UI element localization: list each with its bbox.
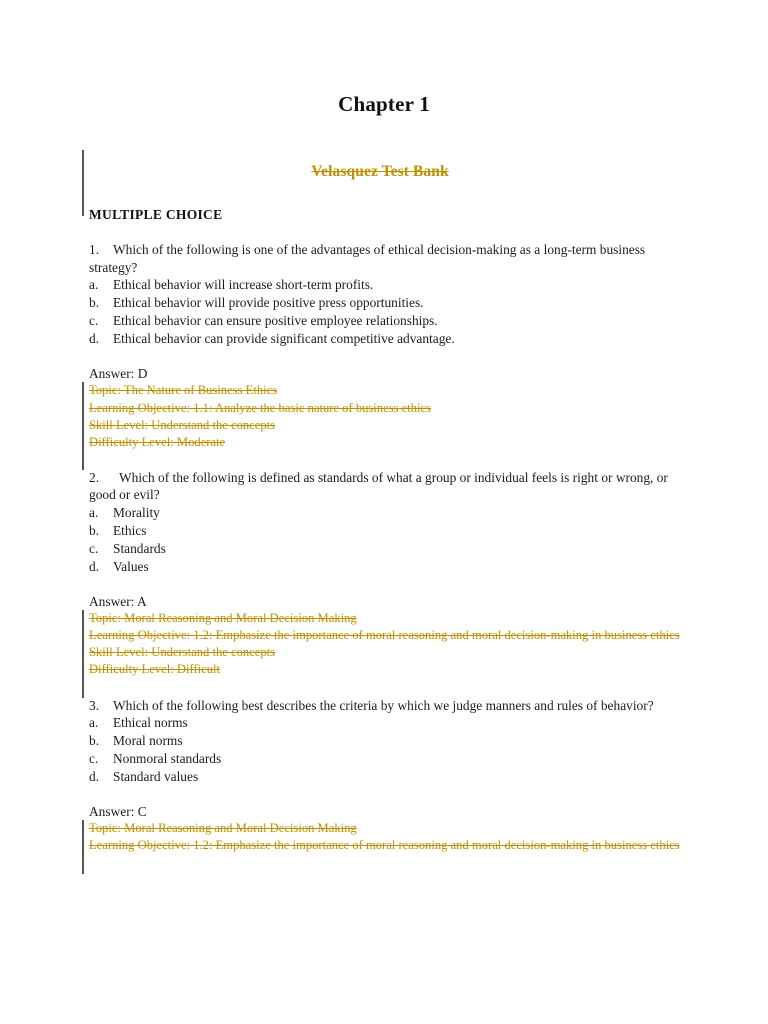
metadata-skill-level: Skill Level: Understand the concepts (89, 417, 276, 432)
change-bar-metadata-2 (82, 610, 84, 698)
choice-letter: a. (89, 277, 99, 293)
choice-text: Nonmoral standards (113, 750, 222, 766)
choice-text: Ethics (113, 522, 147, 538)
question-number-2: 2. (89, 469, 100, 485)
choice-item[interactable] (89, 522, 689, 540)
choice-letter: b. (89, 522, 100, 538)
metadata-topic: Topic: Moral Reasoning and Moral Decision Making (89, 611, 357, 626)
choice-text: Ethical behavior will provide positive press opportunities. (113, 295, 424, 311)
choice-item[interactable] (89, 540, 689, 558)
section-heading-multiple-choice: MULTIPLE CHOICE (89, 207, 223, 222)
choice-text: Ethical norms (113, 715, 188, 731)
page-title: Chapter 1 (338, 92, 430, 116)
metadata-learning-objective: Learning Objective: 1.2: Emphasize the importance of moral reasoning and moral decision-making in business ethics (89, 628, 680, 643)
choice-letter: c. (89, 750, 99, 766)
choice-list-2 (89, 504, 689, 576)
spacer (89, 451, 689, 469)
metadata-difficulty-level: Difficulty Level: Difficult (89, 662, 221, 677)
choice-item[interactable] (89, 732, 689, 750)
choice-letter: a. (89, 504, 99, 520)
choice-text: Ethical behavior can ensure positive employee relationships. (113, 313, 438, 328)
choice-text: Ethical behavior can provide significant competitive advantage. (113, 330, 455, 346)
spacer (89, 223, 689, 241)
question-block-1 (89, 241, 689, 451)
metadata-list-1 (89, 382, 689, 450)
choice-item[interactable] (89, 504, 689, 522)
answer-line-1: Answer: D (89, 365, 148, 381)
choice-text: Standards (113, 540, 166, 556)
metadata-skill-level: Skill Level: Understand the concepts (89, 645, 276, 660)
choice-item[interactable] (89, 714, 689, 732)
spacer (89, 348, 689, 365)
question-text-2: Which of the following is defined as standards of what a group or individual feels is right or wrong, or good or evil? (89, 469, 668, 503)
question-text-3: Which of the following best describes the criteria by which we judge manners and rules of behavior? (113, 697, 654, 713)
choice-letter: c. (89, 540, 99, 556)
metadata-list-3 (89, 820, 689, 854)
question-number-3: 3. (89, 697, 100, 713)
question-block-2 (89, 469, 689, 679)
choice-item[interactable] (89, 276, 689, 294)
metadata-learning-objective: Learning Objective: 1.1: Analyze the basic nature of business ethics (89, 400, 432, 415)
choice-letter: d. (89, 330, 100, 346)
choice-item[interactable] (89, 750, 689, 768)
choice-text: Values (113, 558, 149, 574)
choice-letter: b. (89, 295, 100, 311)
choice-text: Standard values (113, 768, 199, 784)
question-stem-2 (89, 469, 689, 504)
question-stem-1 (89, 241, 689, 276)
choice-item[interactable] (89, 330, 689, 348)
metadata-list-2 (89, 610, 689, 678)
choice-item[interactable] (89, 312, 689, 330)
metadata-topic: Topic: Moral Reasoning and Moral Decision Making (89, 821, 357, 836)
choice-list-3 (89, 714, 689, 786)
choice-letter: c. (89, 313, 99, 328)
question-stem-3 (89, 697, 689, 715)
answer-line-3: Answer: C (89, 803, 147, 819)
change-bar-metadata-3 (82, 820, 84, 874)
spacer (89, 576, 689, 593)
metadata-learning-objective: Learning Objective: 1.2: Emphasize the importance of moral reasoning and moral decision-making in business ethics (89, 838, 680, 853)
document-body (89, 150, 689, 855)
metadata-topic: Topic: The Nature of Business Ethics (89, 383, 278, 398)
question-number-1: 1. (89, 242, 100, 257)
choice-text: Moral norms (113, 733, 183, 749)
choice-item[interactable] (89, 294, 689, 312)
choice-text: Morality (113, 504, 160, 520)
question-block-3 (89, 697, 689, 855)
choice-letter: b. (89, 733, 100, 749)
change-bar-header (82, 150, 84, 216)
metadata-difficulty-level: Difficulty Level: Moderate (89, 434, 226, 449)
change-bar-metadata-1 (82, 382, 84, 470)
choice-item[interactable] (89, 768, 689, 786)
choice-text: Ethical behavior will increase short-term profits. (113, 277, 374, 293)
choice-letter: d. (89, 558, 100, 574)
test-bank-subtitle: Velasquez Test Bank (311, 163, 449, 180)
choice-letter: d. (89, 768, 100, 784)
choice-list-1 (89, 276, 689, 348)
spacer (89, 679, 689, 697)
spacer (89, 786, 689, 803)
question-text-1: Which of the following is one of the advantages of ethical decision-making as a long-term business strategy? (89, 242, 646, 275)
choice-letter: a. (89, 715, 99, 731)
choice-item[interactable] (89, 558, 689, 576)
answer-line-2: Answer: A (89, 593, 147, 609)
